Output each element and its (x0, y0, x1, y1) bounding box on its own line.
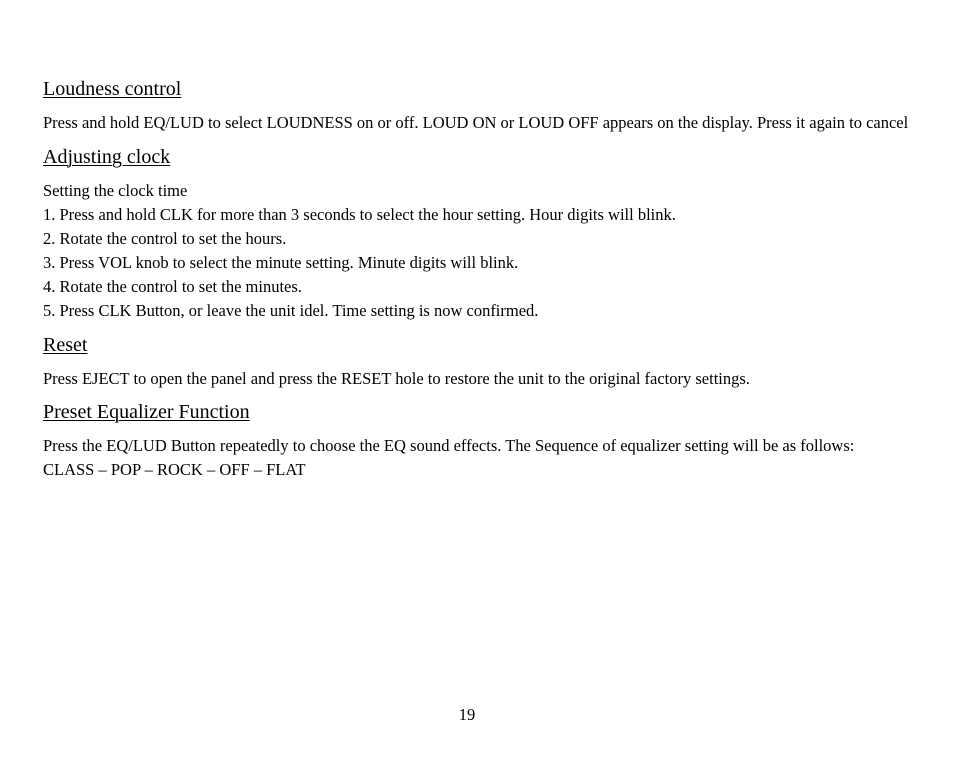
section-adjusting-clock (43, 144, 913, 323)
clock-steps (43, 179, 913, 323)
equalizer-sequence-block (43, 458, 913, 482)
heading-preset-equalizer: Preset Equalizer Function (43, 401, 250, 423)
clock-step-3: 3. Press VOL knob to select the minute setting. Minute digits will blink. (43, 252, 519, 272)
section-preset-equalizer (43, 399, 913, 482)
manual-page (43, 76, 913, 491)
clock-step-2: 2. Rotate the control to set the hours. (43, 228, 287, 248)
paragraph-reset: Press EJECT to open the panel and press the RESET hole to restore the unit to the original factory settings. (43, 368, 750, 388)
section-reset (43, 332, 913, 391)
equalizer-sequence: CLASS – POP – ROCK – OFF – FLAT (43, 459, 306, 479)
heading-loudness-control: Loudness control (43, 78, 182, 100)
clock-step-1: 1. Press and hold CLK for more than 3 seconds to select the hour setting. Hour digits will blink. (43, 204, 676, 224)
clock-step-4: 4. Rotate the control to set the minutes. (43, 276, 302, 296)
paragraph-preset-equalizer: Press the EQ/LUD Button repeatedly to choose the EQ sound effects. The Sequence of equalizer setting will be as follows: (43, 436, 855, 455)
section-loudness-control (43, 76, 913, 135)
page-number: 19 (458, 705, 476, 724)
clock-intro-line: Setting the clock time (43, 180, 188, 200)
heading-adjusting-clock: Adjusting clock (43, 145, 171, 168)
paragraph-loudness-control: Press and hold EQ/LUD to select LOUDNESS on or off. LOUD ON or LOUD OFF appears on the display. Press it again to cancel (43, 113, 909, 132)
heading-reset: Reset (43, 333, 88, 356)
clock-step-5: 5. Press CLK Button, or leave the unit idel. Time setting is now confirmed. (43, 300, 539, 320)
